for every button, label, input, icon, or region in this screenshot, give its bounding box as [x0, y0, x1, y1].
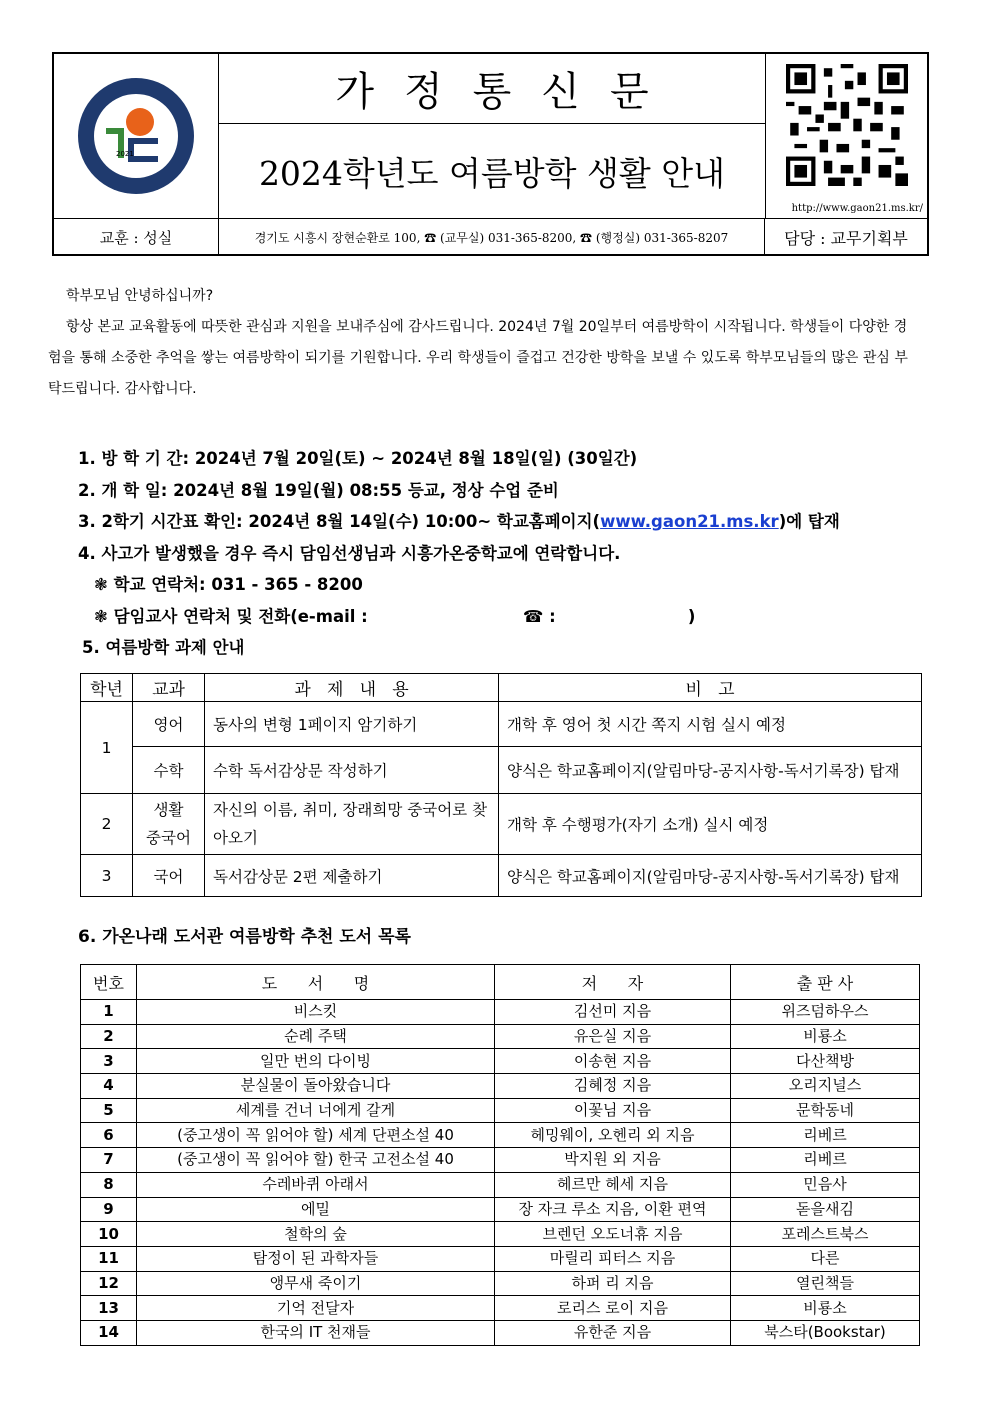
- task-cell: 자신의 이름, 취미, 장래희망 중국어로 찾아오기: [205, 794, 499, 855]
- book-author: 유은실 지음: [495, 1024, 731, 1049]
- book-number: 2: [81, 1024, 137, 1049]
- table-row: [81, 1271, 920, 1296]
- school-address: 경기도 시흥시 장현순환로 100, ☎ (교무실) 031-365-8200, ☎ (행정실) 031-365-8207: [219, 219, 765, 255]
- accident-notice: 4. 사고가 발생했을 경우 즉시 담임선생님과 시흥가온중학교에 연락합니다.: [78, 543, 621, 563]
- book-number: 5: [81, 1098, 137, 1123]
- book-title: 분실물이 돌아왔습니다: [137, 1074, 495, 1099]
- qr-code-icon: [786, 64, 908, 186]
- table-row: [81, 1024, 920, 1049]
- col-note: 비 고: [499, 674, 922, 702]
- table-row: [81, 1246, 920, 1271]
- book-number: 8: [81, 1172, 137, 1197]
- grade-cell: 2: [81, 794, 133, 855]
- book-number: 9: [81, 1197, 137, 1222]
- book-author: 이꽃님 지음: [495, 1098, 731, 1123]
- book-publisher: 다른: [731, 1246, 920, 1271]
- book-author: 하퍼 리 지음: [495, 1271, 731, 1296]
- book-publisher: 리베르: [731, 1123, 920, 1148]
- subject-cell: 영어: [133, 702, 205, 747]
- homepage-link[interactable]: www.gaon21.ms.kr: [600, 512, 779, 531]
- book-publisher: 열린책들: [731, 1271, 920, 1296]
- col-task: 과 제 내 용: [205, 674, 499, 702]
- grade-cell: 1: [81, 702, 133, 794]
- note-cell: 양식은 학교홈페이지(알림마당-공지사항-독서기록장) 탑재: [499, 855, 922, 897]
- book-title: (중고생이 꼭 읽어야 할) 한국 고전소설 40: [137, 1148, 495, 1173]
- book-author: 헤르만 헤세 지음: [495, 1172, 731, 1197]
- subject-cell: 수학: [133, 747, 205, 794]
- book-list-body: [81, 1000, 920, 1346]
- book-author: 장 자크 루소 지음, 이환 편역: [495, 1197, 731, 1222]
- grade-cell: 3: [81, 855, 133, 897]
- col-title: 도 서 명: [137, 965, 495, 1000]
- notice-list: [78, 443, 840, 664]
- subject-cell: 생활 중국어: [133, 794, 205, 855]
- book-author: 브렌던 오도너휴 지음: [495, 1222, 731, 1247]
- book-number: 11: [81, 1246, 137, 1271]
- table-row: [81, 794, 922, 855]
- book-publisher: 비룡소: [731, 1296, 920, 1321]
- book-title: 에밀: [137, 1197, 495, 1222]
- book-number: 1: [81, 1000, 137, 1025]
- book-header-row: [81, 965, 920, 1000]
- note-cell: 개학 후 수행평가(자기 소개) 실시 예정: [499, 794, 922, 855]
- book-author: 마릴리 피터스 지음: [495, 1246, 731, 1271]
- book-number: 12: [81, 1271, 137, 1296]
- col-number: 번호: [81, 965, 137, 1000]
- vacation-period: 1. 방 학 기 간: 2024년 7월 20일(토) ~ 2024년 8월 18일(일) (30일간): [78, 449, 638, 468]
- book-title: 순례 주택: [137, 1024, 495, 1049]
- col-grade: 학년: [81, 674, 133, 702]
- book-publisher: 북스타(Bookstar): [731, 1320, 920, 1345]
- book-author: 이송현 지음: [495, 1049, 731, 1074]
- book-title: 철학의 숲: [137, 1222, 495, 1247]
- school-contact: ❃ 학교 연락처: 031 - 365 - 8200: [94, 575, 363, 594]
- school-logo: [54, 54, 219, 218]
- book-number: 4: [81, 1074, 137, 1099]
- logo-year: 2021: [116, 150, 134, 158]
- responsible-dept: 담당 : 교무기획부: [784, 228, 908, 248]
- table-row: [81, 1098, 920, 1123]
- note-cell: 개학 후 영어 첫 시간 쪽지 시험 실시 예정: [499, 702, 922, 747]
- book-title: 수레바퀴 아래서: [137, 1172, 495, 1197]
- table-row: [81, 1148, 920, 1173]
- book-title: (중고생이 꼭 읽어야 할) 세계 단편소설 40: [137, 1123, 495, 1148]
- table-row: [81, 1320, 920, 1345]
- task-cell: 동사의 변형 1페이지 암기하기: [205, 702, 499, 747]
- book-title: 세계를 건너 너에게 갈게: [137, 1098, 495, 1123]
- school-emblem-icon: [76, 76, 196, 196]
- col-subject: 교과: [133, 674, 205, 702]
- timetable-notice: [78, 506, 840, 538]
- task-cell: 수학 독서감상문 작성하기: [205, 747, 499, 794]
- intro-text: [48, 281, 918, 405]
- subject-cell: 국어: [133, 855, 205, 897]
- table-row: [81, 1172, 920, 1197]
- note-cell: 양식은 학교홈페이지(알림마당-공지사항-독서기록장) 탑재: [499, 747, 922, 794]
- book-title: 탐정이 된 과학자들: [137, 1246, 495, 1271]
- homework-table: [80, 673, 922, 897]
- newsletter-header: [52, 52, 929, 256]
- table-row: [81, 1222, 920, 1247]
- book-number: 3: [81, 1049, 137, 1074]
- table-row: [81, 855, 922, 897]
- book-publisher: 다산책방: [731, 1049, 920, 1074]
- homework-heading: 5. 여름방학 과제 안내: [82, 638, 245, 657]
- book-list-table: [80, 964, 920, 1346]
- book-publisher: 포레스트북스: [731, 1222, 920, 1247]
- table-row: [81, 747, 922, 794]
- table-row: [81, 1197, 920, 1222]
- book-title: 일만 번의 다이빙: [137, 1049, 495, 1074]
- book-publisher: 민음사: [731, 1172, 920, 1197]
- book-number: 7: [81, 1148, 137, 1173]
- book-list-heading: 6. 가온나래 도서관 여름방학 추천 도서 목록: [78, 927, 411, 947]
- table-row: [81, 702, 922, 747]
- book-publisher: 돋을새김: [731, 1197, 920, 1222]
- book-title: 앵무새 죽이기: [137, 1271, 495, 1296]
- timetable-notice-tail: )에 탑재: [778, 512, 840, 531]
- page-subtitle: 2024학년도 여름방학 생활 안내: [258, 153, 726, 193]
- table-row: [81, 1049, 920, 1074]
- book-number: 13: [81, 1296, 137, 1321]
- book-title: 한국의 IT 천재들: [137, 1320, 495, 1345]
- table-row: [81, 1296, 920, 1321]
- book-title: 기억 전달자: [137, 1296, 495, 1321]
- book-author: 헤밍웨이, 오헨리 외 지음: [495, 1123, 731, 1148]
- intro-body: 항상 본교 교육활동에 따뜻한 관심과 지원을 보내주심에 감사드립니다. 2024년 7월 20일부터 여름방학이 시작됩니다. 학생들이 다양한 경험을 통해 소중한 추억을 쌓는 여름방학이 되기를 기원합니다. 우리 학생들이 즐겁고 건강한 방학을 보낼 수 있도록 학부모님들의 많은 관심 부탁드립니다. 감사합니다.: [48, 319, 908, 397]
- school-reopen-date: 2. 개 학 일: 2024년 8월 19일(월) 08:55 등교, 정상 수업 준비: [78, 480, 559, 500]
- school-url[interactable]: http://www.gaon21.ms.kr/: [791, 203, 923, 214]
- table-row: [81, 1123, 920, 1148]
- book-author: 김선미 지음: [495, 1000, 731, 1025]
- col-publisher: 출 판 사: [731, 965, 920, 1000]
- book-author: 유한준 지음: [495, 1320, 731, 1345]
- timetable-notice-text: 3. 2학기 시간표 확인: 2024년 8월 14일(수) 10:00~ 학교홈페이지(: [78, 512, 601, 531]
- book-publisher: 비룡소: [731, 1024, 920, 1049]
- book-author: 로리스 로이 지음: [495, 1296, 731, 1321]
- table-row: [81, 1000, 920, 1025]
- header-info-row: [54, 218, 927, 254]
- greeting: 학부모님 안녕하십니까?: [66, 288, 214, 304]
- task-cell: 독서감상문 2편 제출하기: [205, 855, 499, 897]
- col-author: 저 자: [495, 965, 731, 1000]
- book-number: 6: [81, 1123, 137, 1148]
- table-row: [81, 1074, 920, 1099]
- qr-code[interactable]: [765, 54, 927, 218]
- school-motto: 교훈 : 성실: [54, 219, 219, 255]
- book-publisher: 위즈덤하우스: [731, 1000, 920, 1025]
- book-title: 비스킷: [137, 1000, 495, 1025]
- homework-header-row: [81, 674, 922, 702]
- book-publisher: 문학동네: [731, 1098, 920, 1123]
- book-author: 김혜정 지음: [495, 1074, 731, 1099]
- page-title: 가정통신문: [219, 54, 765, 124]
- book-number: 14: [81, 1320, 137, 1345]
- book-publisher: 오리지널스: [731, 1074, 920, 1099]
- teacher-contact: ❃ 담임교사 연락처 및 전화(e-mail : ☎ : ): [94, 606, 696, 626]
- book-author: 박지원 외 지음: [495, 1148, 731, 1173]
- book-number: 10: [81, 1222, 137, 1247]
- book-publisher: 리베르: [731, 1148, 920, 1173]
